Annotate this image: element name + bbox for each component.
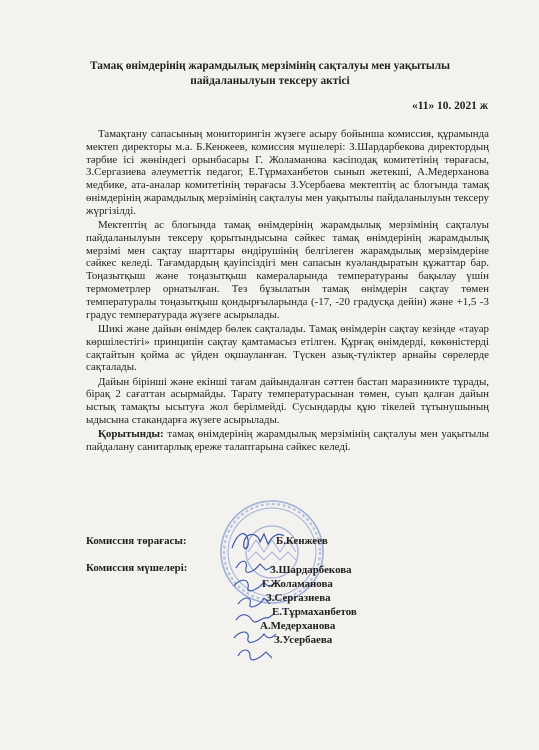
- member-name: З.Сергазиева: [266, 592, 331, 604]
- title-line-2: пайдаланылуын тексеру актісі: [190, 74, 350, 87]
- paragraph-3: Шикі және дайын өнімдер бөлек сақталады. Тамақ өнімдерін сақтау кезінде «тауар көршілестігі» принципін сақтау қамтамасыз етілген. Құрғақ өнімдерді, көкөністерді сақтайтын қойма ас үйден оқшауланған. Түскен азық-түліктер арнайы сөрелерде сақталады.: [86, 322, 489, 374]
- member-name: Г.Жоламанова: [262, 578, 333, 590]
- conclusion-text: тамақ өнімдерінің жарамдылық мерзімінің сақталуы мен уақытылы пайдалану санитарлық ереже талаптарына сәйкес келеді.: [86, 428, 489, 454]
- paragraph-2: Мектептің ас блогында тамақ өнімдерінің жарамдылық мерзімінің сақталуы пайдаланылуын тексеру қорытындысына сәйкес тамақ өнімдерінің жарамдылық мерзімі мен сақтау шарттары өндірушінің белгілеген жарамдылық мерзімдеріне сәйкес келеді. Тағамдардың қауіпсіздігі мен сапасын куәландыратын құжаттар бар. Тоңазытқыш және тоңазытқыш камераларында температураны бақылау үшін термометрлер орнатылған. Тез бұзылатын тамақ өнімдерін сақтау төмен температуралы тоңазытқыш қондырғыларында (-17, -20 градусқа дейін) және +1,5 -3 градус температурада жүзеге асырылады.: [86, 219, 489, 321]
- conclusion-paragraph: [86, 428, 489, 454]
- conclusion-label: Қорытынды:: [98, 428, 164, 441]
- chairman-label: Комиссия төрағасы:: [86, 535, 187, 547]
- member-name: Е.Тұрмаханбетов: [272, 606, 357, 618]
- member-name: А.Медерханова: [260, 620, 336, 632]
- member-name: З.Шардарбекова: [270, 564, 352, 576]
- paragraph-1: Тамақтану сапасының мониторингін жүзеге асыру бойынша комиссия, құрамында мектеп директоры м.а. Б.Кенжеев, комиссия мүшелері: З.Шардарбекова директордың тәрбие ісі жөніндегі орынбасары Г. Жоламанова кәсіподақ комитетінің төрағасы, З.Сергазиева әлеуметтік педагог, Е.Тұрмаханбетов сынып жетекші, А.Медерханова медбике, ата-аналар комитетінің төрағасы З.Усербаева мектептің ас блогында тамақ өнімдерінің жарамдылық мерзімінің сақталуы мен уақытылы пайдаланылуын тексеру жүргізілді.: [86, 128, 489, 217]
- document-title: [70, 59, 470, 88]
- document-date: «11» 10. 2021 ж: [412, 100, 488, 112]
- member-name: З.Усербаева: [274, 634, 333, 646]
- title-line-1: Тамақ өнімдерінің жарамдылық мерзімінің сақталуы мен уақытылы: [89, 60, 451, 72]
- chairman-name: Б.Кенжеев: [276, 535, 328, 547]
- document-body: [86, 128, 489, 455]
- members-label: Комиссия мүшелері:: [86, 562, 188, 574]
- paragraph-4: Дайын бірінші және екінші тағам дайындалған сәттен бастап маразиникте тұрады, бірақ 2 сағаттан асырмайды. Тарату температурасынан төмен, суып қалған дайын ыстық тамақты ысытуға жол берілмейді. Сусындарды құю тікелей тұтынушының ыдысына стакандарға жүзеге асырылады.: [86, 375, 489, 427]
